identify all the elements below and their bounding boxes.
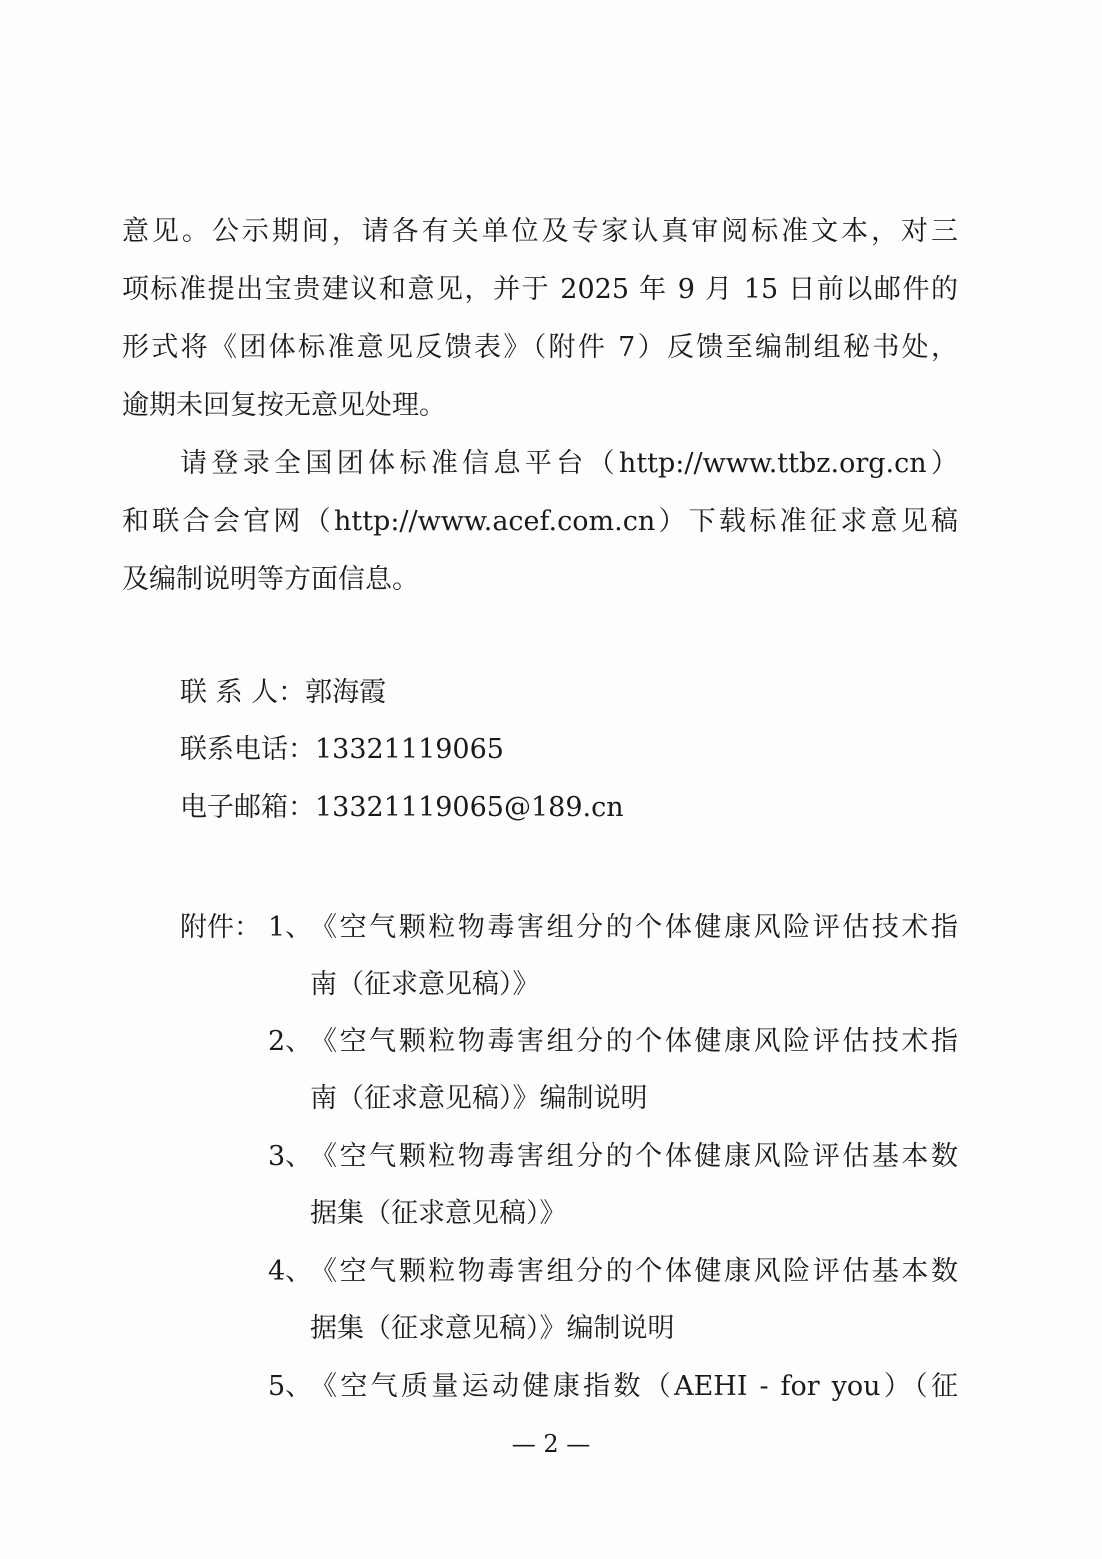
attachment-number: 2、 xyxy=(268,1026,313,1057)
contact-phone: 联系电话：13321119065 xyxy=(180,734,504,765)
paragraph-line: 请登录全国团体标准信息平台（http://www.ttbz.org.cn） xyxy=(180,448,958,479)
attachment-title: 据集（征求意见稿）》 xyxy=(310,1198,567,1229)
contact-person: 联 系 人：郭海霞 xyxy=(180,677,387,708)
paragraph-line: 形式将《团体标准意见反馈表》（附件 7）反馈至编制组秘书处， xyxy=(122,332,958,363)
paragraph-line: 项标准提出宝贵建议和意见，并于 2025 年 9 月 15 日前以邮件的 xyxy=(122,274,958,305)
attachment-title: 南（征求意见稿）》编制说明 xyxy=(310,1083,648,1114)
attachment-number: 4、 xyxy=(268,1256,313,1287)
paragraph-line: 及编制说明等方面信息。 xyxy=(122,564,419,595)
paragraph-line: 逾期未回复按无意见处理。 xyxy=(122,390,446,421)
attachment-title: 南（征求意见稿）》 xyxy=(310,969,540,1000)
attachment-number: 5、 xyxy=(268,1371,313,1402)
paragraph-line: 和联合会官网（http://www.acef.com.cn）下载标准征求意见稿 xyxy=(122,506,958,537)
attachment-number: 1、 xyxy=(268,912,313,943)
attachments-label: 附件： xyxy=(180,912,261,943)
attachment-title: 据集（征求意见稿）》编制说明 xyxy=(310,1313,675,1344)
attachment-title: 《空气颗粒物毒害组分的个体健康风险评估基本数 xyxy=(310,1256,958,1287)
attachment-title: 《空气质量运动健康指数（AEHI - for you）（征 xyxy=(310,1371,958,1402)
attachment-number: 3、 xyxy=(268,1141,313,1172)
attachment-title: 《空气颗粒物毒害组分的个体健康风险评估基本数 xyxy=(310,1141,958,1172)
paragraph-line: 意见。公示期间，请各有关单位及专家认真审阅标准文本，对三 xyxy=(122,216,958,247)
attachment-title: 《空气颗粒物毒害组分的个体健康风险评估技术指 xyxy=(310,1026,958,1057)
contact-email: 电子邮箱：13321119065@189.cn xyxy=(180,792,624,823)
page-number: — 2 — xyxy=(511,1430,591,1458)
attachment-title: 《空气颗粒物毒害组分的个体健康风险评估技术指 xyxy=(310,912,958,943)
